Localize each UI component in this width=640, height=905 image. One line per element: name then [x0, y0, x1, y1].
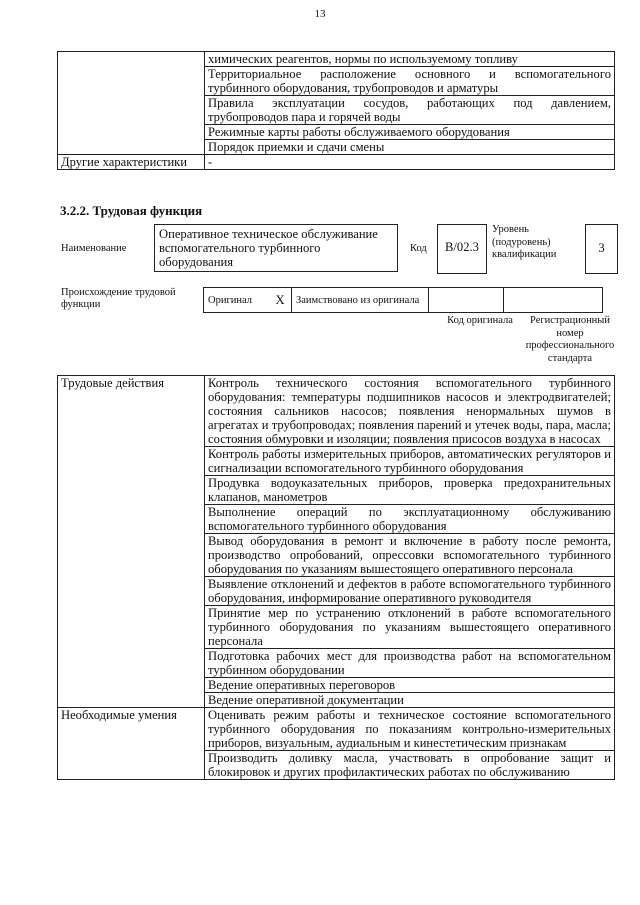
origin-table — [203, 287, 603, 313]
action-cell: Ведение оперативной документации — [205, 693, 615, 708]
action-cell: Выявление отклонений и дефектов в работе вспомогательного турбинного оборудования, информирование оперативного руководителя — [205, 577, 615, 606]
actions-label: Трудовые действия — [58, 376, 205, 708]
skill-cell: Производить доливку масла, участвовать в опробование защит и блокировок и других профилактических работах по обслуживанию — [205, 751, 615, 780]
table-cell: Правила эксплуатации сосудов, работающих под давлением, трубопроводов пара и горячей воды — [205, 96, 615, 125]
table-row — [204, 288, 603, 313]
action-cell: Контроль технического состояния вспомогательного турбинного оборудования: температуры подшипников насосов и электродвигателей; состояния сальников насосов; появления ненормальных шумов в агрегатах и трубопроводах; появления парений и утечек воды, пара, масла; состояния обмуровки и изоляции; появления присосов воздуха в насосах — [205, 376, 615, 447]
page-number: 13 — [314, 8, 326, 20]
original-label: Оригинал — [204, 288, 270, 313]
action-cell: Контроль работы измерительных приборов, автоматических регуляторов и сигнализации вспомогательного турбинного оборудования — [205, 447, 615, 476]
table-cell-empty — [58, 52, 205, 155]
original-code-cell — [429, 288, 504, 313]
table-row — [58, 155, 615, 170]
table-cell: Режимные карты работы обслуживаемого оборудования — [205, 125, 615, 140]
function-name-box: Оперативное техническое обслуживание вспомогательного турбинного оборудования — [154, 224, 398, 272]
labor-function-table — [57, 375, 615, 780]
requirements-table-continuation — [57, 51, 615, 170]
action-cell: Вывод оборудования в ремонт и включение в работу после ремонта, производство опробований, опрессовки вспомогательного турбинного оборудования по указаниям вышестоящего оперативного персонала — [205, 534, 615, 577]
action-cell: Ведение оперативных переговоров — [205, 678, 615, 693]
table-row — [58, 52, 615, 67]
action-cell: Подготовка рабочих мест для производства работ на вспомогательном турбинном оборудовании — [205, 649, 615, 678]
origin-label: Происхождение трудовой функции — [61, 287, 176, 310]
registration-number-cell — [504, 288, 603, 313]
other-characteristics-label: Другие характеристики — [58, 155, 205, 170]
name-label: Наименование — [61, 243, 127, 254]
function-code-box: B/02.3 — [437, 224, 487, 274]
action-cell: Продувка водоуказательных приборов, проверка предохранительных клапанов, манометров — [205, 476, 615, 505]
section-title: 3.2.2. Трудовая функция — [60, 203, 203, 218]
skill-cell: Оценивать режим работы и техническое состояние вспомогательного турбинного оборудования по показаниям контрольно-измерительных приборов, визуальным, аудиальным и кинестетическим признакам — [205, 708, 615, 751]
qualification-level-label: Уровень (подуровень) квалификации — [492, 224, 557, 260]
table-row — [58, 708, 615, 751]
code-label: Код — [410, 243, 427, 254]
other-characteristics-value: - — [205, 155, 615, 170]
table-cell: химических реагентов, нормы по используемому топливу — [205, 52, 615, 67]
registration-caption: Регистрационный номер профессионального стандарта — [525, 315, 615, 364]
action-cell: Выполнение операций по эксплуатационному обслуживанию вспомогательного турбинного оборудования — [205, 505, 615, 534]
qualification-level-box: 3 — [585, 224, 618, 274]
table-cell: Порядок приемки и сдачи смены — [205, 140, 615, 155]
code-caption: Код оригинала — [447, 315, 513, 326]
skills-label: Необходимые умения — [58, 708, 205, 780]
table-cell: Территориальное расположение основного и вспомогательного турбинного оборудования, трубопроводов и арматуры — [205, 67, 615, 96]
original-mark: X — [269, 288, 292, 313]
table-row — [58, 376, 615, 447]
borrowed-label: Заимствовано из оригинала — [292, 288, 429, 313]
action-cell: Принятие мер по устранению отклонений в работе вспомогательного турбинного оборудования по указаниям вышестоящего оперативного персонала — [205, 606, 615, 649]
